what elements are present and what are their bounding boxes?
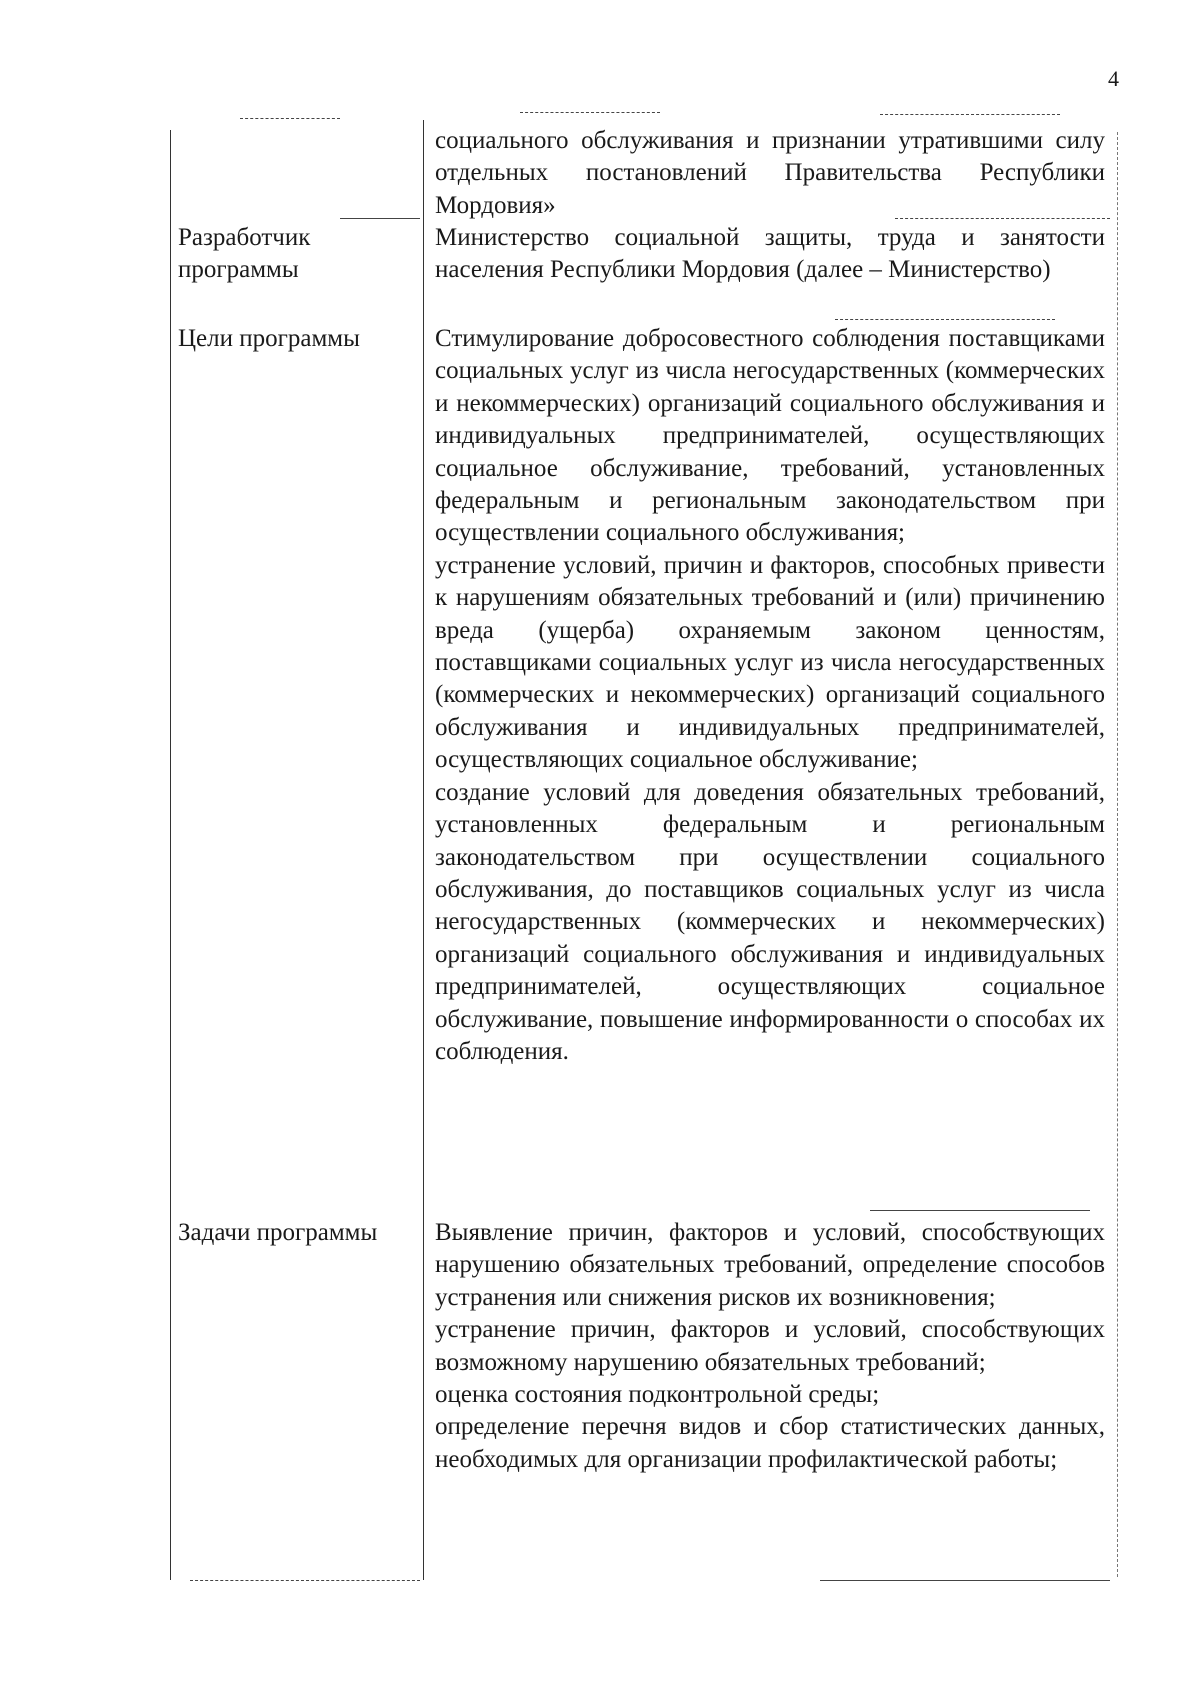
paragraph: социального обслуживания и признании утратившими силу отдельных постановлений Правительства Республики Мордовия» [435,127,1105,219]
paragraph: оценка состояния подконтрольной среды; [435,1381,880,1409]
paragraph: устранение причин, факторов и условий, способствующих возможному нарушению обязательных требований; [435,1316,1105,1376]
row-label: Разработчик программы [178,224,311,283]
paragraph: устранение условий, причин и факторов, способных привести к нарушениям обязательных требований и (или) причинению вреда (ущерба) охраняемым законом ценностям, поставщиками социальных услуг из числа негосударственных (коммерческих и некоммерческих) организаций социального обслуживания и индивидуальных предпринимателей, осуществляющих социальное обслуживание; [435,551,1105,774]
row-border-bottom-left [190,1580,420,1581]
row-label: Задачи программы [178,1219,378,1246]
table-column-divider [423,120,424,1580]
row-border-3-right [870,1210,1090,1211]
table-left-border [170,130,171,1580]
paragraph: Стимулирование добросовестного соблюдения поставщиками социальных услуг из числа негосударственных (коммерческих и некоммерческих) организаций социального обслуживания и индивидуальных предпринимателей, осуществляющих социальное обслуживание, требований, установленных федеральным и региональным законодательством при осуществлении социального обслуживания; [435,325,1105,547]
paragraph: Министерство социальной защиты, труда и занятости населения Республики Мордовия (далее – Министерство) [435,224,1105,284]
row-content [435,323,1105,1068]
row-label: Цели программы [178,325,360,352]
paragraph: создание условий для доведения обязательных требований, установленных федеральным и региональным законодательством при осуществлении социального обслуживания, до поставщиков социальных услуг из числа негосударственных (коммерческих и некоммерческих) организаций социального обслуживания и индивидуальных предпринимателей, осуществляющих социальное обслуживание, повышение информированности о способах их соблюдения. [435,778,1105,1065]
paragraph: Выявление причин, факторов и условий, способствующих нарушению обязательных требований, определение способов устранения или снижения рисков их возникновения; [435,1219,1105,1311]
row-border-bottom-right [820,1580,1110,1581]
row-content [435,125,1105,222]
row-border-1-left [340,218,420,219]
row-border-top-mid [520,112,660,113]
table-right-border [1117,132,1118,1577]
paragraph: определение перечня видов и сбор статистических данных, необходимых для организации профилактической работы; [435,1413,1105,1473]
row-border-top-left [240,118,340,119]
row-content [435,1217,1105,1476]
page-number: 4 [1108,66,1119,91]
row-content [435,222,1105,287]
row-border-top-right [880,114,1060,115]
row-border-2-right [835,319,1055,320]
